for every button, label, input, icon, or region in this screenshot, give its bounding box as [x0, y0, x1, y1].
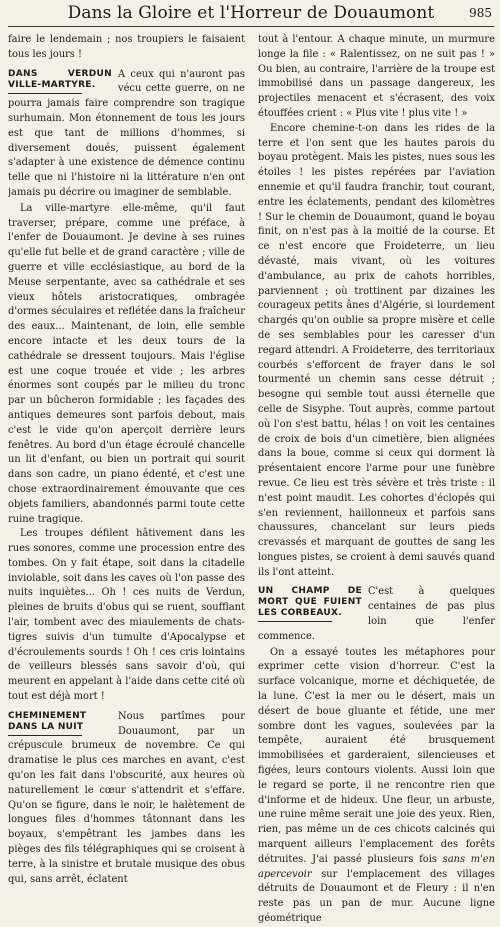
intro-paragraph: faire le lendemain ; nos troupiers le faisaient tous les jours ! [8, 34, 245, 60]
section-lead-paragraph: A ceux qui n'auront pas vécu cette guerre, on ne pourra jamais faire comprendre son tragique surhumain. Mon étonnement de tous les jours est que tant de millions d'hommes, si diversement doués, puissent également s'adapter à une existence de démence continu telle que ni l'histoire ni la littérature n'en ont jamais pu décrire ou imaginer de semblable. [8, 68, 245, 198]
heading-rule [258, 621, 332, 622]
page-title: Dans la Gloire et l'Horreur de Douaumont [67, 3, 435, 23]
heading-rule [8, 93, 82, 94]
body-paragraph: Encore chemine-t-on dans les rides de la terre et l'on sent que les hautes parois du boyau protègent. Mais les pistes, nues sous les étoiles ! les pistes repérées par l'aviation ennemie et qu'il faudra franchir, tout courant, entre les éclatements, pendant des kilomètres ! Sur le chemin de Douaumont, quand le boyau finit, on n'est pas à la moitié de la course. Et ce n'est encore que Froideterre, un lieu dévasté, mais vivant, où les voitures d'ambulance, au prix de cahots horribles, parviennent ; où trottinent par dizaines les courageux petits ânes d'Algérie, si lourdement chargés qu'on oublie sa propre misère et celle de ses semblables pour les caresser d'un regard attendri. A Froideterre, des territoriaux courbés s'efforcent de frayer dans le sol tourmenté un chemin sans cesse détruit ; besogne qui semble tout aussi éternelle que celle de Sisyphe. Tout auprès, comme partout où l'on s'est battu, hélas ! on voit les centaines de croix de bois d'un cimetière, bien alignées dans la boue, comme si ceux qui dorment là présentaient encore l'arme pour une funèbre revue. Ce lieu est très sévère et très triste : il n'est point maudit. Les cohortes d'éclopés qui s'en reviennent, haillonneux et parfois sans chaussures, chancelant sur leurs pieds crevassés et marquant de gouttes de sang les longues pistes, se croient à demi sauvés quand ils l'ont atteint. [258, 122, 495, 578]
italic-phrase: sans m'en apercevoir [258, 853, 495, 880]
section-heading-text: CHEMINEMENT DANS LA NUIT [8, 710, 87, 732]
left-column [8, 33, 245, 888]
body-paragraph: tout à l'entour. A chaque minute, un murmure longe la file : « Ralentissez, on ne suit pas ! » Ou bien, au contraire, l'arrière de la troupe est immobilisé dans un passage dangereux, les projectiles menacent et s'écrasent, des voix étouffées crient : « Plus vite ! plus vite ! » [258, 34, 495, 119]
body-paragraph [258, 646, 495, 927]
heading-rule [8, 735, 82, 736]
section-heading-champ [258, 586, 362, 622]
section-heading-verdun [8, 69, 112, 94]
section-cheminement [8, 710, 245, 888]
section-lead-paragraph: C'est à quelques centaines de pas plus loin que l'enfer commence. [258, 586, 495, 642]
section-heading-cheminement [8, 711, 112, 736]
page-number: 985 [469, 6, 492, 20]
body-text: sur l'emplacement des villages détruits de Douaumont et de Fleury : il n'en reste pas un pan de mur. Aucune ligne géométrique [258, 868, 495, 925]
body-text: On a essayé toutes les métaphores pour exprimer cette vision d'horreur. C'est la surface volcanique, morne et déchiquetée, de la lune. C'est la mer ou le désert, mais un désert de boue gluante et fétide, une mer sombre dont les vagues, soulevées par la tempête, auraient été brusquement immobilisées et garderaient, silencieuses et figées, leurs contours violents. Aussi loin que le regard se porte, il ne rencontre rien que d'informe et de hideux. Une fleur, un arbuste, une ruine même serait une joie des yeux. Rien, rien, pas même un de ces chicots calcinés qui marquent ailleurs l'emplacement des forêts détruites. J'ai passé plusieurs fois [258, 646, 495, 865]
page-header [8, 2, 494, 27]
section-heading-text: UN CHAMP DE MORT QUE FUIENT LES CORBEAUX. [258, 586, 362, 619]
body-paragraph: La ville-martyre elle-même, qu'il faut traverser, prépare, comme une préface, à l'enfer de Douaumont. Je devine à ses ruines qu'elle fut belle et de grand caractère ; ville de guerre et ville ecclésiastique, au bord de la Meuse serpentante, avec sa cathédrale et ses vieux hôtels aristocratiques, ombragée d'ormes séculaires et reflétée dans la fraîcheur des eaux... Maintenant, de loin, elle semble encore intacte et les deux tours de la cathédrale se dressent toujours. Mais l'église est une coque trouée et vide ; les arbres énormes sont coupés par le milieu du tronc par un bûcheron formidable ; les façades des antiques demeures sont parfois debout, mais c'est le vide qu'on aperçoit derrière leurs fenêtres. Au bord d'un étage écroulé chancelle un lit d'enfant, ou bien un portrait qui sourit dans son cadre, un piano édenté, et c'est une chose extraordinairement émouvante que ces objets familiers, abandonnés parmi toute cette ruine tragique. [8, 202, 245, 525]
section-verdun [8, 68, 245, 201]
right-column [258, 33, 495, 927]
section-lead-paragraph: Nous partîmes pour Douaumont, par un crépuscule brumeux de novembre. Ce qui dramatise le plus ces marches en avant, c'est qu'on les fait dans l'obscurité, aux heures où naturellement le cœur s'attendrit et s'effare. Qu'on se figure, dans le noir, le halètement de longues files d'hommes tâtonnant dans les boyaux, s'empêtrant les jambes dans les pièges des fils télégraphiques qui se croisent à terre, à la sinistre et brutale musique des obus qui, sans arrêt, éclatent [8, 710, 245, 885]
section-heading-text: DANS VERDUN VILLE-MARTYRE. [8, 68, 112, 90]
body-paragraph: Les troupes défilent hâtivement dans les rues sonores, comme une procession entre des tombes. On y fait étape, soit dans la citadelle inviolable, soit dans les caves où l'on passe des nuits inquiètes... Oh ! ces nuits de Verdun, pleines de bruits d'obus qui se ruent, soufflant l'air, tombent avec des miaulements de chats-tigres suivis d'un tumulte d'Apocalypse et d'écroulements sourds ! Oh ! ces cris lointains de veilleurs blessés sans savoir d'où, qui meurent en appelant à l'aide dans cette cité où tout est déjà mort ! [8, 528, 245, 703]
section-champ-de-mort [258, 585, 495, 644]
